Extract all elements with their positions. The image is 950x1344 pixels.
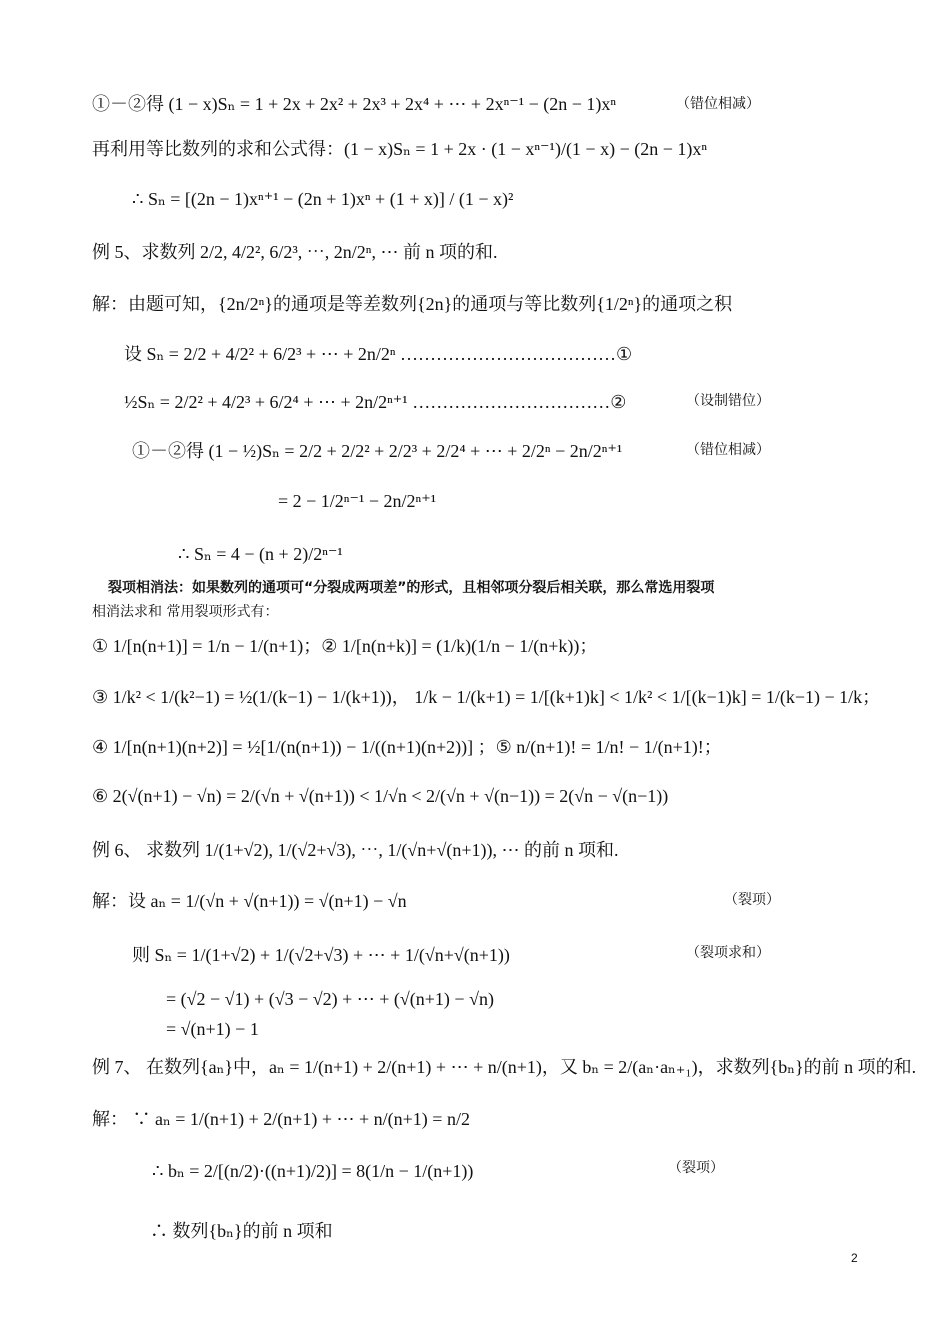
line-subtract-result: ①－②得 (1 − x)Sₙ = 1 + 2x + 2x² + 2x³ + 2x⁴ + ⋯ + 2xⁿ⁻¹ − (2n − 1)xⁿ xyxy=(92,94,617,114)
tag-offset: （设制错位） xyxy=(686,393,770,409)
tag-subtract: （错位相减） xyxy=(676,96,760,112)
line-telescoping: = (√2 − √1) + (√3 − √2) + ⋯ + (√(n+1) − √n) xyxy=(166,989,494,1009)
line-bn: ∴ bₙ = 2/[(n/2)·((n+1)/2)] = 8(1/n − 1/(n+1)) xyxy=(152,1161,474,1181)
line-geometric-sum: 再利用等比数列的求和公式得：(1 − x)Sₙ = 1 + 2x · (1 − xⁿ⁻¹)/(1 − x) − (2n − 1)xⁿ xyxy=(92,139,708,159)
tag-subtract-2: （错位相减） xyxy=(686,442,770,458)
line-simplified: = 2 − 1/2ⁿ⁻¹ − 2n/2ⁿ⁺¹ xyxy=(278,491,437,511)
line-subtract-2: ①－②得 (1 − ½)Sₙ = 2/2 + 2/2² + 2/2³ + 2/2⁴ + ⋯ + 2/2ⁿ − 2n/2ⁿ⁺¹ xyxy=(132,441,623,461)
line-sn-series-1: 设 Sₙ = 2/2 + 4/2² + 6/2³ + ⋯ + 2n/2ⁿ ………………………………① xyxy=(124,344,633,364)
line-bn-sum-intro: ∴ 数列{bₙ}的前 n 项和 xyxy=(150,1221,333,1241)
line-telescoping-result: = √(n+1) − 1 xyxy=(166,1019,259,1039)
formula-4-5: ④ 1/[n(n+1)(n+2)] = ½[1/(n(n+1)) − 1/((n+1)(n+2))] ；⑤ n/(n+1)! = 1/n! − 1/(n+1)!； xyxy=(92,737,722,757)
example-5-solution-intro: 解：由题可知，{2n/2ⁿ}的通项是等差数列{2n}的通项与等比数列{1/2ⁿ}的通项之积 xyxy=(92,294,733,314)
example-7-solution-an: 解： ∵ aₙ = 1/(n+1) + 2/(n+1) + ⋯ + n/(n+1) = n/2 xyxy=(92,1109,470,1129)
line-sn-final: ∴ Sₙ = 4 − (n + 2)/2ⁿ⁻¹ xyxy=(178,544,343,564)
line-half-sn-series-2: ½Sₙ = 2/2² + 4/2³ + 6/2⁴ + ⋯ + 2n/2ⁿ⁺¹ ……………………………② xyxy=(124,392,627,412)
page-number: 2 xyxy=(851,1251,858,1265)
tag-split-2: （裂项） xyxy=(668,1160,724,1176)
example-7-title: 例 7、 在数列{aₙ}中，aₙ = 1/(n+1) + 2/(n+1) + ⋯ + n/(n+1)，又 bₙ = 2/(aₙ·aₙ₊₁)，求数列{bₙ}的前 n 项的和. xyxy=(92,1057,917,1077)
formula-1-2: ① 1/[n(n+1)] = 1/n − 1/(n+1)；② 1/[n(n+k)] = (1/k)(1/n − 1/(n+k))； xyxy=(92,636,598,656)
formula-6: ⑥ 2(√(n+1) − √n) = 2/(√n + √(n+1)) < 1/√n < 2/(√n + √(n−1)) = 2(√n − √(n−1)) xyxy=(92,786,669,806)
example-5-title: 例 5、求数列 2/2, 4/2², 6/2³, ⋯, 2n/2ⁿ, ⋯ 前 n 项的和. xyxy=(92,242,498,262)
line-sn-result: ∴ Sₙ = [(2n − 1)xⁿ⁺¹ − (2n + 1)xⁿ + (1 + x)] / (1 − x)² xyxy=(132,189,514,209)
formula-3: ③ 1/k² < 1/(k²−1) = ½(1/(k−1) − 1/(k+1))， 1/k − 1/(k+1) = 1/[(k+1)k] < 1/k² < 1/[(k−1)k] = 1/(k−1) − 1/k； xyxy=(92,687,881,707)
tag-split-sum: （裂项求和） xyxy=(686,945,770,961)
method-split-cancel-intro xyxy=(108,581,714,595)
example-6-title: 例 6、 求数列 1/(1+√2), 1/(√2+√3), ⋯, 1/(√n+√(n+1)), ⋯ 的前 n 项和. xyxy=(92,840,619,860)
example-6-solution-an: 解：设 aₙ = 1/(√n + √(n+1)) = √(n+1) − √n xyxy=(92,891,407,911)
tag-split: （裂项） xyxy=(724,892,780,908)
line-sn-split-sum: 则 Sₙ = 1/(1+√2) + 1/(√2+√3) + ⋯ + 1/(√n+√(n+1)) xyxy=(132,945,510,965)
method-split-cancel-text: 裂项相消法：如果数列的通项可“分裂成两项差”的形式，且相邻项分裂后相关联，那么常选用裂项 xyxy=(108,580,715,596)
method-common-forms: 相消法求和 常用裂项形式有： xyxy=(92,604,279,620)
